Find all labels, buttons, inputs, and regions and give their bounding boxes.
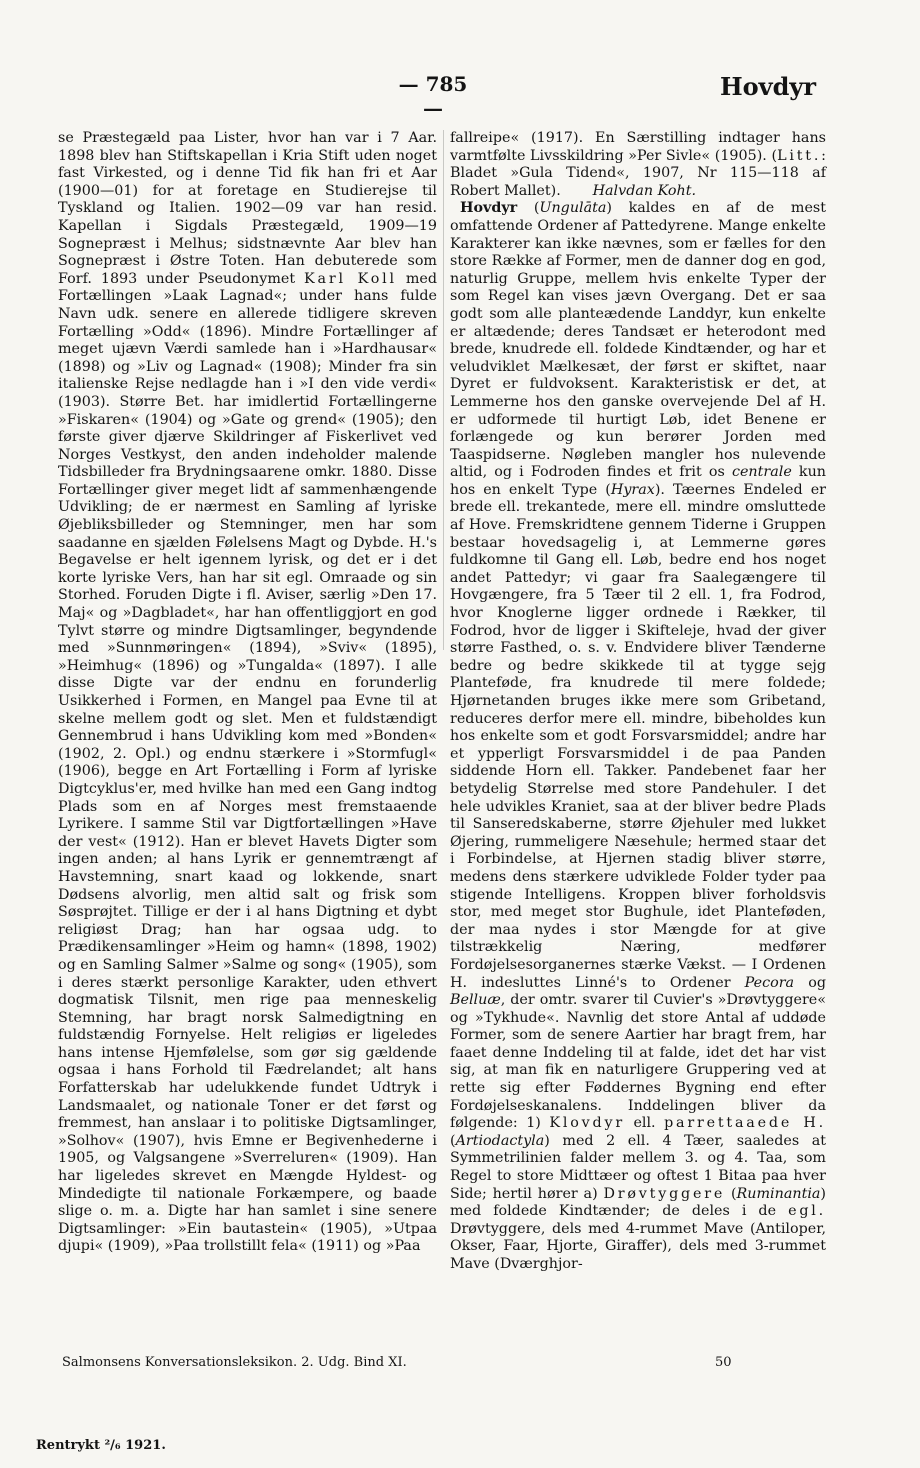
term-drovtyggere: Drøvtyggere bbox=[603, 1185, 726, 1202]
latin-name: Ungulāta bbox=[539, 200, 607, 217]
reprint-note: Rentrykt ²/₆ 1921. bbox=[36, 1438, 166, 1453]
left-column bbox=[58, 130, 437, 1256]
right-paragraph-2: Hovdyr (Ungulāta) kaldes en af de mest omfattende Ordener af Pattedyrene. Mange enkelte Karakterer kan ikke nævnes, som er fælles for den store Række af Former, men de danner dog en god, naturlig Gruppe, mellem hvis enkelte Typer der som Regel kan vises jævn Overgang. Det er saa godt som alle planteædende Landdyr, kun enkelte er altædende; deres Tandsæt er heterodont med brede, knudrede ell. foldede Kindtænder, og har et veludviklet Mælkesæt, der først er skiftet, naar Dyret er fuldvoksent. Karakteristisk er det, at Lemmerne hos den ganske overvejende Del af H. er udformede til hurtigt Løb, idet Benene er forlængede og kun berører Jorden med Taaspidserne. Nøgleben mangler hos nulevende altid, og i Fodroden findes et frit os centrale kun hos en enkelt Type (Hyrax). Tæernes Endeled er brede ell. trekantede, mere ell. mindre omsluttede af Hove. Fremskridtene gennem Tiderne i Gruppen bestaar hovedsagelig i, at Lemmerne gøres fuldkomne til Gang ell. Løb, bedre end hos noget andet Pattedyr; vi gaar fra Saalegængere til Hovgængere, fra 5 Tæer til 2 ell. 1, fra Fodrod, hvor Knoglerne ligger ordnede i Rækker, til Fodrod, hvor de ligger i Skifteleje, hvad der giver større Fasthed, o. s. v. Endvidere bliver Tænderne bedre og bedre skikkede til at tygge sejg Planteføde, fra knudrede til mere foldede; Hjørnetanden bruges ikke mere som Gribetand, reduceres derfor mere ell. mindre, bibeholdes kun hos enkelte som et godt Forsvarsmiddel; andre har et ypperligt Forsvarsmiddel i de paa Panden siddende Horn ell. Takker. Pandebenet faar her betydelig Størrelse med store Pandehuler. I det hele udvikles Kraniet, saa at der bliver bedre Plads til Sanseredskaberne, større Øjehuler med lukket Øjering, rummeligere Næsehule; hermed staar det i Forbindelse, at Hjernen stadig bliver større, medens dens stærkere udviklede Folder tyder paa stigende Intelligens. Kroppen bliver forholdsvis stor, med meget stor Bughule, idet Planteføden, der maa nydes i stor Mængde for at give tilstrækkelig Næring, medfører Fordøjelsesorganernes stærke Vækst. — I Ordenen H. indesluttes Linné's to Ordener Pecora og Belluæ, der omtr. svarer til Cuvier's »Drøvtyggere« og »Tykhude«. Navnlig det store Antal af uddøde Former, som de senere Aartier har bragt frem, har faaet denne Inddeling til at falde, idet det har vist sig, at man fik en naturligere Gruppering ved at rette sig efter Føddernes Bygning end efter Fordøjelseskanalens. Inddelingen bliver da følgende: 1) Klovdyr ell. parrettaaede H. (Artiodactyla) med 2 ell. 4 Tæer, saaledes at Symmetrilinien falder mellem 3. og 4. Taa, som Regel to store Midttæer og oftest 1 Bitaa paa hver Side; hertil hører a) Drøvtyggere (Ruminantia) med foldede Kindtænder; de deles i de egl. Drøvtyggere, dels med 4-rummet Mave (Antiloper, Okser, Faar, Hjorte, Giraffer), dels med 3-rummet Mave (Dværghjor- bbox=[450, 200, 826, 1272]
term-ruminantia: Ruminantia bbox=[736, 1185, 821, 1202]
entry-text-e: ( bbox=[450, 1132, 456, 1149]
entry-text-f: ) med 2 ell. 4 Tæer, saaledes at Symmetrilinien falder mellem 3. og 4. Taa, som Regel to store Midttæer og oftest 1 Bitaa paa hver Side; hertil hører a) bbox=[450, 1132, 826, 1202]
entry-text-ell: ell. bbox=[624, 1115, 665, 1132]
left-text-a: se Præstegæld paa Lister, hvor han var i 7 Aar. 1898 blev han Stiftskapellan i Kria Stift uden noget fast Virkested, og i denne Tid fik han fri et Aar (1900—01) for at foretage en Studierejse til Tyskland og Italien. 1902—09 var han resid. Kapellan i Sigdals Præstegæld, 1909—19 Sognepræst i Melhus; sidstnævnte Aar blev han Sognepræst i Østre Toten. Han debuterede som Forf. 1893 under Pseudonymet bbox=[58, 130, 437, 287]
entry-text-og: og bbox=[794, 974, 826, 991]
term-artiodactyla: Artiodactyla bbox=[455, 1132, 545, 1149]
page-number: — 785 — bbox=[398, 72, 468, 120]
entry-text-b: kun hos en enkelt Type ( bbox=[450, 464, 826, 498]
entry-text-g: ( bbox=[725, 1185, 737, 1202]
term-centrale: centrale bbox=[731, 464, 792, 481]
publication-footer: Salmonsens Konversationsleksikon. 2. Udg. Bind XI. bbox=[62, 1355, 407, 1370]
term-parrettaaede: parrettaaede H. bbox=[664, 1115, 826, 1132]
term-bellua: Belluæ bbox=[450, 992, 501, 1009]
term-pecora: Pecora bbox=[744, 974, 795, 991]
right-paragraph-1 bbox=[450, 130, 826, 200]
right-column bbox=[450, 130, 826, 1274]
running-head: Hovdyr bbox=[720, 72, 816, 101]
entry-text-c: ). Tæernes Endeled er brede ell. trekantede, mere ell. mindre omsluttede af Hove. Fremskridtene gennem Tiderne i Gruppen bestaar hovedsagelig i, at Lemmerne gøres fuldkomne til Gang ell. Løb, bedre end hos noget andet Pattedyr; vi gaar fra Saalegængere til Hovgængere, fra 5 Tæer til 2 ell. 1, fra Fodrod, hvor Knoglerne ligger ordnede i Rækker, til Fodrod, hvor de ligger i Skifteleje, hvad der giver større Fasthed, o. s. v. Endvidere bliver Tænderne bedre og bedre skikkede til at tygge sejg Planteføde, fra knudrede til mere foldede; Hjørnetanden bruges ikke mere som Gribetand, reduceres derfor mere ell. mindre, bibeholdes kun hos enkelte som et godt Forsvarsmiddel; andre har et ypperligt Forsvarsmiddel i de paa Panden siddende Horn ell. Takker. Pandebenet faar her betydelig Størrelse med store Pandehuler. I det hele udvikles Kraniet, saa at der bliver bedre Plads til Sanseredskaberne, større Øjehuler med lukket Øjering, rummeligere Næsehule; hermed staar det i Forbindelse, at Hjernen stadig bliver større, medens dens stærkere udviklede Folder tyder paa stigende Intelligens. Kroppen bliver forholdsvis stor, med meget stor Bughule, idet Planteføden, der maa nydes i stor Mængde for at give tilstrækkelig Næring, medfører Fordøjelsesorganernes stærke Vækst. — I Ordenen H. indesluttes Linné's to Ordener bbox=[450, 481, 826, 991]
sheet-number: 50 bbox=[715, 1355, 732, 1370]
entry-text-i: Drøvtyggere, dels med 4-rummet Mave (Antiloper, Okser, Faar, Hjorte, Giraffer), dels med 3-rummet Mave (Dværghjor- bbox=[450, 1220, 826, 1272]
term-egl: egl. bbox=[788, 1203, 826, 1220]
entry-headword: Hovdyr bbox=[460, 200, 518, 217]
left-paragraph bbox=[58, 130, 437, 1256]
entry-text-d: , der omtr. svarer til Cuvier's »Drøvtyggere« og »Tykhude«. Navnlig det store Antal af uddøde Former, som de senere Aartier har bragt frem, har faaet denne Inddeling til at falde, idet det har vist sig, at man fik en naturligere Gruppering ved at rette sig efter Føddernes Bygning end efter Fordøjelseskanalens. Inddelingen bliver da følgende: 1) bbox=[450, 992, 826, 1132]
entry-text-a: kaldes en af de mest omfattende Ordener af Pattedyrene. Mange enkelte Karakterer kan ikke nævnes, som er fælles for den store Række af Former, men de danner dog en god, naturlig Gruppe, mellem hvis enkelte Typer der som Regel kan vises jævn Overgang. Det er saa godt som alle planteædende Landdyr, kun enkelte er altædende; deres Tandsæt er heterodont med brede, knudrede ell. foldede Kindtænder, og har et veludviklet Mælkesæt, der først er skiftet, naar Dyret er fuldvoksent. Karakteristisk er det, at Lemmerne hos den ganske overvejende Del af H. er udformede til hurtigt Løb, idet Benene er forlængede og kun berører Jorden med Taaspidserne. Nøgleben mangler hos nulevende altid, og i Fodroden findes et frit os bbox=[450, 200, 826, 481]
left-text-b: med Fortællingen »Laak Lagnad«; under hans fulde Navn udk. senere en allerede tidligere skreven Fortælling »Odd« (1896). Mindre Fortællinger af meget ujævn Værdi samlede han i »Hardhausar« (1898) og »Liv og Lagnad« (1908); Minder fra sin italienske Rejse nedlagde han i »I den vide verdi« (1903). Større Bet. har imidlertid Fortællingerne »Fiskaren« (1904) og »Gate og grend« (1905); den første giver djærve Skildringer af Fiskerlivet ved Norges Vestkyst, den anden indeholder malende Tidsbilleder fra Brydningsaarene omkr. 1880. Disse Fortællinger giver meget lidt af sammenhængende Udvikling; de er nærmest en Samling af lyriske Øjebliksbilleder og Stemninger, men har som saadanne en sjælden Følelsens Magt og Dybde. H.'s Begavelse er helt igennem lyrisk, og det er i det korte lyriske Vers, han har sit egl. Omraade og sin Storhed. Foruden Digte i fl. Aviser, særlig »Den 17. Maj« og »Dagbladet«, har han offentliggjort en god Tylvt større og mindre Digtsamlinger, begyndende med »Sunnmøringen« (1894), »Sviv« (1895), »Heimhug« (1896) og »Tungalda« (1897). I alle disse Digte var der endnu en forunderlig Usikkerhed i Formen, en Mangel paa Evne til at skelne mellem godt og slet. Men et fuldstændigt Gennembrud i hans Udvikling kom med »Bonden« (1902, 2. Opl.) og endnu stærkere i »Stormfugl« (1906), begge en Art Fortælling i Form af lyriske Digtcyklus'er, med hvilke han med een Gang indtog Plads som en af Norges mest fremstaaende Lyrikere. I samme Stil var Digtfortællingen »Have der vest« (1912). Han er blevet Havets Digter som ingen anden; al hans Lyrik er gennemtrængt af Havstemning, snart kaad og lokkende, snart Dødsens alvorlig, men altid salt og frisk som Søsprøjtet. Tillige er der i al hans Digtning et dybt religiøst Drag; han har ogsaa udg. to Prædikensamlinger »Heim og hamn« (1898, 1902) og en Samling Salmer »Salme og song« (1905), som i deres stærkt personlige Karakter, uden ethvert dogmatisk Tilsnit, men rige paa menneskelig Stemning, har bragt norsk Salmedigtning en fuldstændig Fornyelse. Helt religiøs er ligeledes hans intense Hjemfølelse, som gør sig gældende ogsaa i hans Forhold til Fædrelandet; alt hans Forfatterskab har udelukkende fundet Udtryk i Landsmaalet, og nationale Toner er det først og fremmest, han anslaar i to politiske Digtsamlinger, »Solhov« (1907), hvis Emne er Begivenhederne i 1905, og Valgsangene »Sverreluren« (1909). Han har ligeledes skrevet en Mængde Hyldest- og Mindedigte til nationale Forkæmpere, og baade slige o. m. a. Digte har han samlet i sine senere Digtsamlinger: »Ein bautastein« (1905), »Utpaa djupi« (1909), »Paa trollstillt fela« (1911) og »Paa bbox=[58, 270, 438, 1255]
literature-label: Litt. bbox=[777, 147, 822, 164]
pseudonym: Karl Koll bbox=[304, 270, 397, 287]
column-divider bbox=[443, 130, 444, 650]
term-klovdyr: Klovdyr bbox=[549, 1115, 625, 1132]
entry-text-h: ) med foldede Kindtænder; de deles i de bbox=[450, 1185, 826, 1220]
term-hyrax: Hyrax bbox=[610, 481, 655, 498]
right-text-a: fallreipe« (1917). En Særstilling indtager hans varmtfølte Livsskildring »Per Sivle« (1905). ( bbox=[450, 130, 826, 164]
article-author: Halvdan Koht. bbox=[592, 182, 697, 199]
right-text-b: : Bladet »Gula Tidend«, 1907, Nr 115—118 af Robert Mallet). bbox=[450, 147, 826, 199]
